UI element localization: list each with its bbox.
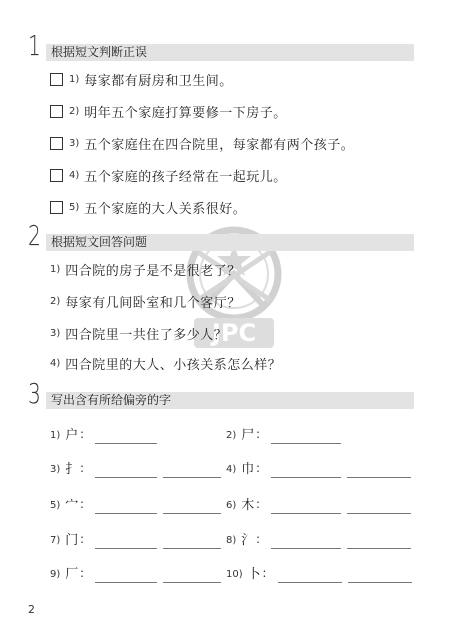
- answer-blank[interactable]: [271, 500, 341, 514]
- radical-char: 厂: [65, 567, 79, 582]
- radical-char: 巾: [241, 462, 255, 477]
- answer-blank[interactable]: [95, 500, 157, 514]
- page-number: 2: [28, 603, 35, 616]
- item-number: 2): [50, 295, 61, 307]
- item-number: 3): [50, 327, 61, 339]
- item-number: 10): [226, 569, 243, 580]
- colon: ：: [79, 427, 92, 441]
- item-number: 6): [226, 500, 237, 511]
- colon: ：: [261, 566, 274, 580]
- colon: ：: [255, 532, 268, 546]
- item-number: 5): [69, 201, 80, 213]
- colon: ：: [255, 461, 268, 475]
- answer-checkbox[interactable]: [50, 73, 63, 86]
- answer-blank[interactable]: [271, 464, 341, 478]
- radical-item-8: [226, 531, 417, 549]
- item-number: 3): [50, 464, 61, 475]
- item-number: 2): [226, 430, 237, 441]
- item-statement: 五个家庭住在四合院里，每家都有两个孩子。: [84, 137, 355, 153]
- radical-item-9: [50, 565, 227, 583]
- radical-item-6: [226, 496, 417, 514]
- answer-checkbox[interactable]: [50, 137, 63, 150]
- radical-char: 门: [65, 533, 79, 548]
- answer-blank[interactable]: [348, 569, 412, 583]
- watermark-text: JPC: [211, 319, 257, 347]
- true-false-item-3: [50, 134, 354, 152]
- answer-blank[interactable]: [95, 464, 157, 478]
- item-number: 9): [50, 569, 61, 580]
- radical-item-7: [50, 531, 227, 549]
- answer-blank[interactable]: [163, 569, 221, 583]
- answer-blank[interactable]: [347, 500, 411, 514]
- radical-char: 氵: [241, 533, 255, 548]
- question-item-2: [50, 292, 241, 310]
- item-number: 4): [50, 357, 61, 369]
- true-false-item-2: [50, 102, 287, 120]
- colon: ：: [79, 461, 92, 475]
- question-text: 每家有几间卧室和几个客厅？: [65, 295, 241, 311]
- answer-blank[interactable]: [163, 535, 221, 549]
- section-title: 根据短文判断正误: [51, 45, 148, 59]
- radical-char: 木: [241, 498, 255, 513]
- question-item-1: [50, 260, 241, 278]
- item-number: 1): [50, 430, 61, 441]
- section-2-header: [28, 219, 414, 252]
- answer-blank[interactable]: [95, 430, 157, 444]
- answer-blank[interactable]: [95, 535, 157, 549]
- item-number: 7): [50, 535, 61, 546]
- radical-item-1: [50, 426, 163, 444]
- colon: ：: [79, 532, 92, 546]
- answer-blank[interactable]: [163, 464, 221, 478]
- section-title: 写出含有所给偏旁的字: [51, 393, 172, 407]
- section-title: 根据短文回答问题: [51, 235, 148, 249]
- answer-blank[interactable]: [347, 535, 411, 549]
- answer-checkbox[interactable]: [50, 201, 63, 214]
- colon: ：: [255, 427, 268, 441]
- answer-blank[interactable]: [347, 464, 411, 478]
- radical-item-10: [226, 565, 418, 583]
- section-number: 3: [28, 377, 41, 410]
- radical-char: 尸: [241, 428, 255, 443]
- item-number: 4): [69, 169, 80, 181]
- radical-char: 宀: [65, 498, 79, 513]
- item-number: 5): [50, 500, 61, 511]
- answer-blank[interactable]: [95, 569, 157, 583]
- true-false-item-4: [50, 166, 287, 184]
- item-number: 4): [226, 464, 237, 475]
- item-number: 1): [50, 263, 61, 275]
- item-number: 8): [226, 535, 237, 546]
- item-statement: 五个家庭的大人关系很好。: [84, 201, 247, 217]
- true-false-item-1: [50, 70, 233, 88]
- section-1-header: [28, 29, 414, 62]
- true-false-item-5: [50, 198, 246, 216]
- radical-item-4: [226, 460, 417, 478]
- question-item-4: [50, 354, 281, 372]
- radical-char: 户: [65, 428, 79, 443]
- radical-item-5: [50, 496, 227, 514]
- question-text: 四合院里一共住了多少人？: [65, 327, 228, 343]
- item-number: 2): [69, 105, 80, 117]
- item-number: 3): [69, 137, 80, 149]
- section-number: 1: [28, 29, 41, 62]
- section-3-header: [28, 377, 414, 410]
- question-item-3: [50, 324, 227, 342]
- colon: ：: [255, 497, 268, 511]
- answer-blank[interactable]: [271, 535, 341, 549]
- item-statement: 五个家庭的孩子经常在一起玩儿。: [84, 169, 287, 185]
- colon: ：: [79, 566, 92, 580]
- item-statement: 明年五个家庭打算要修一下房子。: [84, 105, 287, 121]
- section-number: 2: [28, 219, 41, 252]
- colon: ：: [79, 497, 92, 511]
- radical-item-3: [50, 460, 227, 478]
- answer-checkbox[interactable]: [50, 105, 63, 118]
- item-number: 1): [69, 73, 80, 85]
- radical-char: 卜: [247, 567, 261, 582]
- question-text: 四合院的房子是不是很老了？: [65, 263, 241, 279]
- answer-blank[interactable]: [163, 500, 221, 514]
- answer-blank[interactable]: [271, 430, 341, 444]
- radical-item-2: [226, 426, 347, 444]
- answer-checkbox[interactable]: [50, 169, 63, 182]
- item-statement: 每家都有厨房和卫生间。: [84, 73, 233, 89]
- question-text: 四合院里的大人、小孩关系怎么样？: [65, 357, 282, 373]
- radical-char: 扌: [65, 462, 79, 477]
- answer-blank[interactable]: [278, 569, 342, 583]
